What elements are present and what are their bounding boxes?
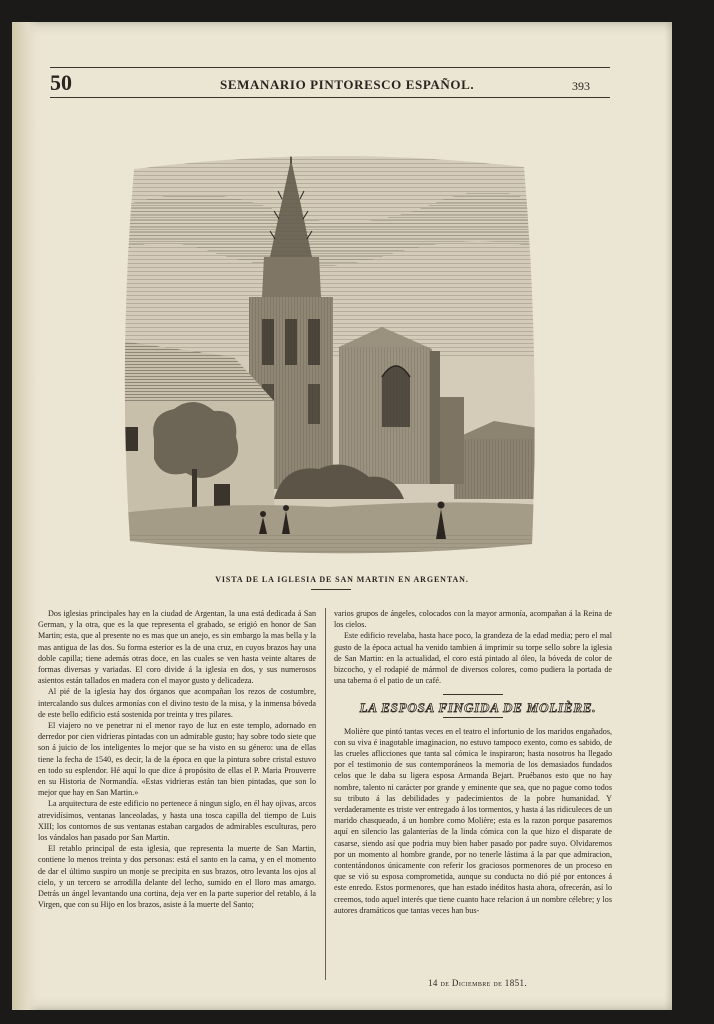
issue-number: 50 [50, 70, 72, 95]
date-day: 14 [428, 978, 438, 988]
belfry [262, 257, 321, 297]
article-continuation: varios grupos de ángeles, colocados con la mayor armonía, acompañan á la Reina de los cielos. [334, 609, 612, 630]
date-month: de Diciembre de [440, 978, 503, 988]
column-divider [325, 608, 326, 980]
page-binding-shadow [12, 22, 38, 1010]
header-rule-bottom [50, 97, 610, 98]
gothic-window [382, 366, 410, 427]
article-paragraph: Dos iglesias principales hay en la ciudad de Argentan, la una está dedicada á San German, y la otra, que es la que representa el grabado, se erigió en honor de San Martin; esta, que al presente no es mas que un anejo, es sin embargo la mas bella y la mas antigua de las dos. Su forma esterior es la de una cruz, en cuyos brazos hay una doble capilla; tiene además otras doce, en las cuales se ven hasta veinte altares de formas diversas y variadas. El coro divide á la iglesia en dos, y sus numerosos asientos están tallados en madera con el mayor gusto y delicadeza. [38, 609, 316, 686]
story-separator [443, 694, 503, 695]
story-paragraph: Molière que pintó tantas veces en el teatro el infortunio de los maridos engañados, con su viva é inagotable imaginacion, no estuvo tampoco exento, como es sabido, de las crueles aflicciones que tanta sal cómica le inspiraron; hasta nosotros ha llegado por el testimonio de sus contemporáneos la memoria de los demasiados fundados celos que le daba su ligera esposa Armanda Bejart. Pruébanos esto que no hay nombre, talento ni carácter por grande y eminente que sea, que no pague como todos su tributo á las debilidades y padecimientos de la pobre humanidad. Y verdaderamente es triste ver entregado á los tormentos, y hasta á las ridiculeces de un marido chasqueado, á un hombre como Molière; esta es la razon porque pasaremos aquí en silencio las galanterías de la linda cómica con la que hizo el disparate de casarse, siendo así que podria muy bien haber pasado por padre suyo. Olvidaremos por un momento al hombre grande, por no tenerle lástima á la par que admiracion, contentándonos únicamente con referir los graciosos pormenores de un proceso en que se vió su esposa comprometida, aunque su conducta no dió pié por entonces á este enredo. Estos pormenores, que han estado inéditos hasta ahora, ofrecerán, así lo creemos, todo aquel interés que tiene cuanto hace relacion á un nombre célebre; y los autores dramáticos que tantas veces han bus- [334, 726, 612, 915]
tree [153, 402, 238, 478]
issue-date [428, 978, 527, 988]
header-rule-top [50, 67, 610, 68]
article-paragraph: Al pié de la iglesia hay dos órganos que acompañan los rezos de costumbre, intercalando sus dulces armonías con el divino testo de la misa, y la inmensa bóveda de este bello edificio está sostenida por treinta y tres pilares. [38, 687, 316, 719]
article-paragraph: El viajero no ve penetrar ni el menor rayo de luz en este templo, adornado en derredor por cien vidrieras pintadas con un admirable gusto; hay sobre todo siete que son á juicio de los inteligentes lo mejor que se ha visto en su género: una de ellas tiene la fecha de 1540, es decir, la de la época en que la pintura sobre cristal estuvo en todo su esplendor. Hé aquí lo que dice á propósito de ellas el P. Maria Prouverre en su Historia de Normandía. «Estas vidrieras están tan bien pintadas, que son lo mejor que hay en San Martin.» [38, 721, 316, 798]
date-year: 1851. [504, 978, 528, 988]
article-paragraph: El retablo principal de esta iglesia, que representa la muerte de San Martin, contiene lo menos treinta y dos personas: está el santo en la cama, y en el momento de dar el último suspiro un monje se precipita en sus brazos, otro levanta los ojos al cielo, y un tercero se arrodilla delante del lecho, sumido en el lloro mas amargo. Detrás un ángel levantando una cortina, deja ver en la parte superior del retablo, á la Virgen, que con su Hijo en los brazos, asiste á la muerte del Santo; [38, 844, 316, 910]
article-column-left [38, 608, 316, 910]
story-title: LA ESPOSA FINGIDA DE MOLIÈRE. [359, 700, 597, 716]
newspaper-page [12, 22, 672, 1010]
article-paragraph: La arquitectura de este edificio no pertenece á ningun siglo, en él hay ojivas, arcos atrevidísimos, ventanas lanceoladas, y hasta una tosca capilla del tiempo de Luis XIII; los contornos de sus ventanas estaban cargados de admirables esculturas, pero los vándalos han pasado por San Martin. [38, 799, 316, 843]
figure-caption: VISTA DE LA IGLESIA DE SAN MARTIN EN ARGENTAN. [215, 575, 469, 584]
story-title-rule [443, 717, 503, 718]
church-engraving [114, 139, 544, 569]
article-paragraph: Este edificio revelaba, hasta hace poco, la grandeza de la edad media; pero el mal gusto de la época actual ha venido tambien á imprimir su torpe sello sobre la iglesia de San Martin: en la actualidad, el coro está pintado al óleo, la bóveda de color de bizcocho, y el rodapié de mármol de diversos colores, como pudiera la portada de una taberna ó el patio de un café. [334, 631, 612, 686]
page-number: 393 [572, 79, 590, 93]
caption-rule [311, 589, 351, 590]
article-column-right [334, 608, 612, 916]
publication-title: SEMANARIO PINTORESCO ESPAÑOL. [220, 77, 475, 92]
